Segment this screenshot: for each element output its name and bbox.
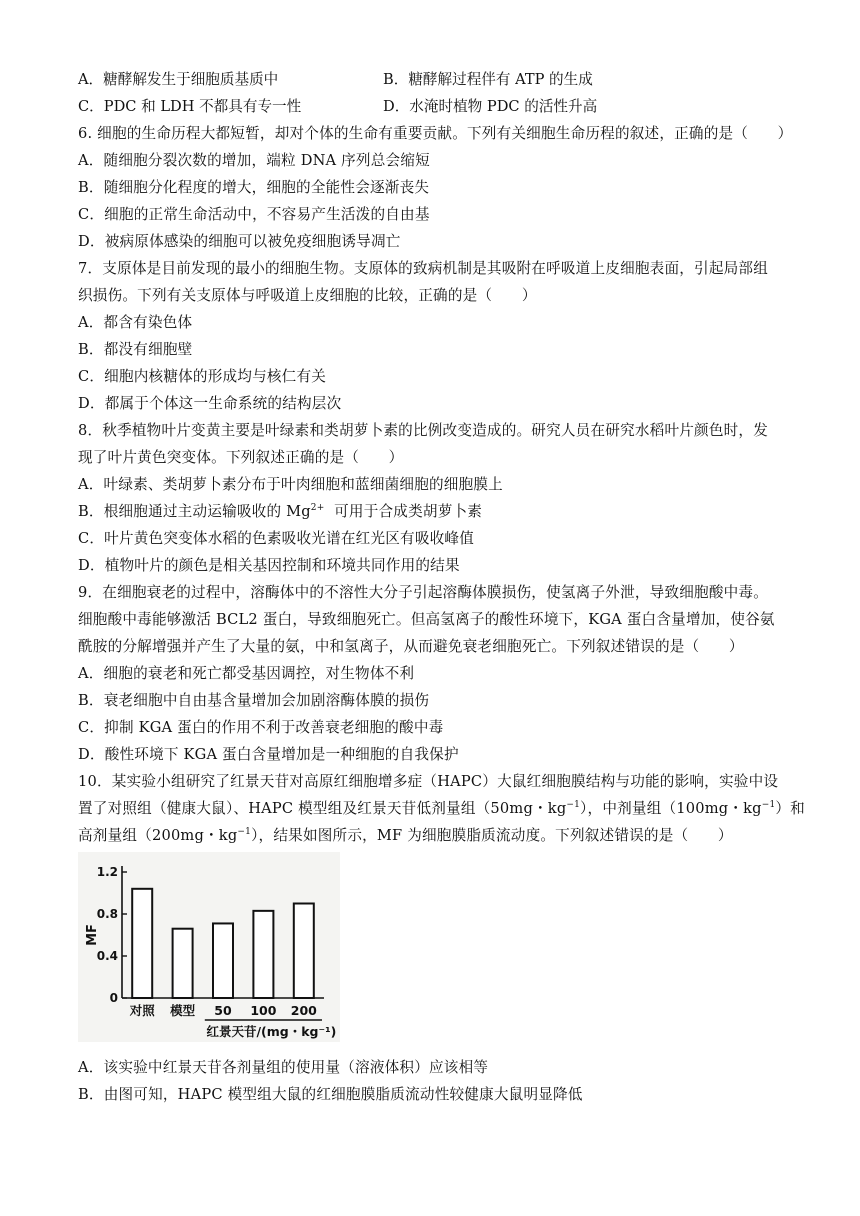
q9-stem-line3: 酰胺的分解增强并产生了大量的氨，中和氢离子，从而避免衰老细胞死亡。下列叙述错误的是（ ）	[78, 638, 744, 655]
y-tick-label: 0.4	[96, 949, 118, 963]
q8-option-c: C．叶片黄色突变体水稻的色素吸收光谱在红光区有吸收峰值	[78, 530, 475, 547]
q6-option-a: A．随细胞分裂次数的增加，端粒 DNA 序列总会缩短	[78, 152, 430, 169]
q9-stem-line1: 9．在细胞衰老的过程中，溶酶体中的不溶性大分子引起溶酶体膜损伤，使氢离子外泄，导致细胞酸中毒。	[78, 584, 769, 601]
q7-option-a: A．都含有染色体	[78, 314, 193, 331]
q7-stem-line2: 织损伤。下列有关支原体与呼吸道上皮细胞的比较，正确的是（ ）	[78, 287, 537, 304]
q6-stem: 6. 细胞的生命历程大都短暂，却对个体的生命有重要贡献。下列有关细胞生命历程的叙述，正确的是（ ）	[78, 125, 793, 142]
q8-option-b-superscript: 2+	[310, 503, 325, 514]
q10-option-b: B．由图可知，HAPC 模型组大鼠的红细胞膜脂质流动性较健康大鼠明显降低	[78, 1086, 583, 1103]
q6-option-c: C．细胞的正常生命活动中，不容易产生活泼的自由基	[78, 206, 430, 223]
q9-option-b: B．衰老细胞中自由基含量增加会加剧溶酶体膜的损伤	[78, 692, 430, 709]
q10-superscript-1: −1	[566, 800, 581, 811]
y-tick-label: 1.2	[96, 865, 118, 879]
q10-superscript-3: −1	[237, 827, 252, 838]
x-tick-label: 200	[290, 1003, 317, 1018]
q8-option-b-text: B．根细胞通过主动运输吸收的 Mg	[78, 503, 311, 520]
q5-option-a: A．糖酵解发生于细胞质基质中	[78, 71, 279, 88]
bar	[173, 929, 193, 998]
q10-stem-line3	[78, 826, 733, 846]
q10-stem-line2	[78, 799, 805, 819]
q5-option-b: B．糖酵解过程伴有 ATP 的生成	[383, 71, 593, 88]
mf-bar-chart	[78, 852, 340, 1042]
q6-option-d: D．被病原体感染的细胞可以被免疫细胞诱导凋亡	[78, 233, 401, 250]
bar	[294, 904, 314, 999]
q9-stem-line2: 细胞酸中毒能够激活 BCL2 蛋白，导致细胞死亡。但高氢离子的酸性环境下，KGA 蛋白含量增加，使谷氨	[78, 611, 775, 628]
q10-stem-line2-c: ）和	[775, 800, 805, 817]
chart-svg	[78, 852, 340, 1042]
q10-superscript-2: −1	[761, 800, 776, 811]
q10-option-a: A．该实验中红景天苷各剂量组的使用量（溶液体积）应该相等	[78, 1059, 489, 1076]
y-tick-label: 0	[109, 991, 118, 1005]
q8-option-d: D．植物叶片的颜色是相关基因控制和环境共同作用的结果	[78, 557, 460, 574]
q9-option-c: C．抑制 KGA 蛋白的作用不利于改善衰老细胞的酸中毒	[78, 719, 444, 736]
x-tick-label: 50	[214, 1003, 232, 1018]
q7-stem-line1: 7．支原体是目前发现的最小的细胞生物。支原体的致病机制是其吸附在呼吸道上皮细胞表面，引起局部组	[78, 260, 769, 277]
bar	[253, 911, 273, 998]
y-axis-label: MF	[85, 924, 100, 946]
q10-stem-line2-b: ），中剂量组（100mg・kg	[580, 800, 762, 817]
q10-stem-line1: 10．某实验小组研究了红景天苷对高原红细胞增多症（HAPC）大鼠红细胞膜结构与功能的影响，实验中设	[78, 773, 779, 790]
q7-option-d: D．都属于个体这一生命系统的结构层次	[78, 395, 342, 412]
bar	[132, 889, 152, 998]
bar	[213, 923, 233, 998]
q5-option-c: C．PDC 和 LDH 不都具有专一性	[78, 98, 302, 115]
q8-stem-line1: 8．秋季植物叶片变黄主要是叶绿素和类胡萝卜素的比例改变造成的。研究人员在研究水稻叶片颜色时，发	[78, 422, 769, 439]
q8-option-b	[78, 502, 482, 522]
q8-stem-line2: 现了叶片黄色突变体。下列叙述正确的是（ ）	[78, 449, 404, 466]
q7-option-c: C．细胞内核糖体的形成均与核仁有关	[78, 368, 327, 385]
x-axis-label: 红景天苷/(mg・kg⁻¹)	[206, 1024, 337, 1039]
x-tick-label: 模型	[170, 1003, 196, 1018]
q6-option-b: B．随细胞分化程度的增大，细胞的全能性会逐渐丧失	[78, 179, 430, 196]
q5-option-d: D．水淹时植物 PDC 的活性升高	[383, 98, 598, 115]
q10-stem-line3-a: 高剂量组（200mg・kg	[78, 827, 238, 844]
y-tick-label: 0.8	[96, 907, 118, 921]
q8-option-a: A．叶绿素、类胡萝卜素分布于叶肉细胞和蓝细菌细胞的细胞膜上	[78, 476, 503, 493]
q9-option-d: D．酸性环境下 KGA 蛋白含量增加是一种细胞的自我保护	[78, 746, 459, 763]
x-tick-label: 对照	[129, 1003, 155, 1018]
q8-option-b-rest: 可用于合成类胡萝卜素	[324, 503, 483, 520]
x-tick-label: 100	[250, 1003, 277, 1018]
q10-stem-line3-b: ），结果如图所示，MF 为细胞膜脂质流动度。下列叙述错误的是（ ）	[251, 827, 733, 844]
q7-option-b: B．都没有细胞壁	[78, 341, 193, 358]
q10-stem-line2-a: 置了对照组（健康大鼠）、HAPC 模型组及红景天苷低剂量组（50mg・kg	[78, 800, 567, 817]
q9-option-a: A．细胞的衰老和死亡都受基因调控，对生物体不利	[78, 665, 415, 682]
